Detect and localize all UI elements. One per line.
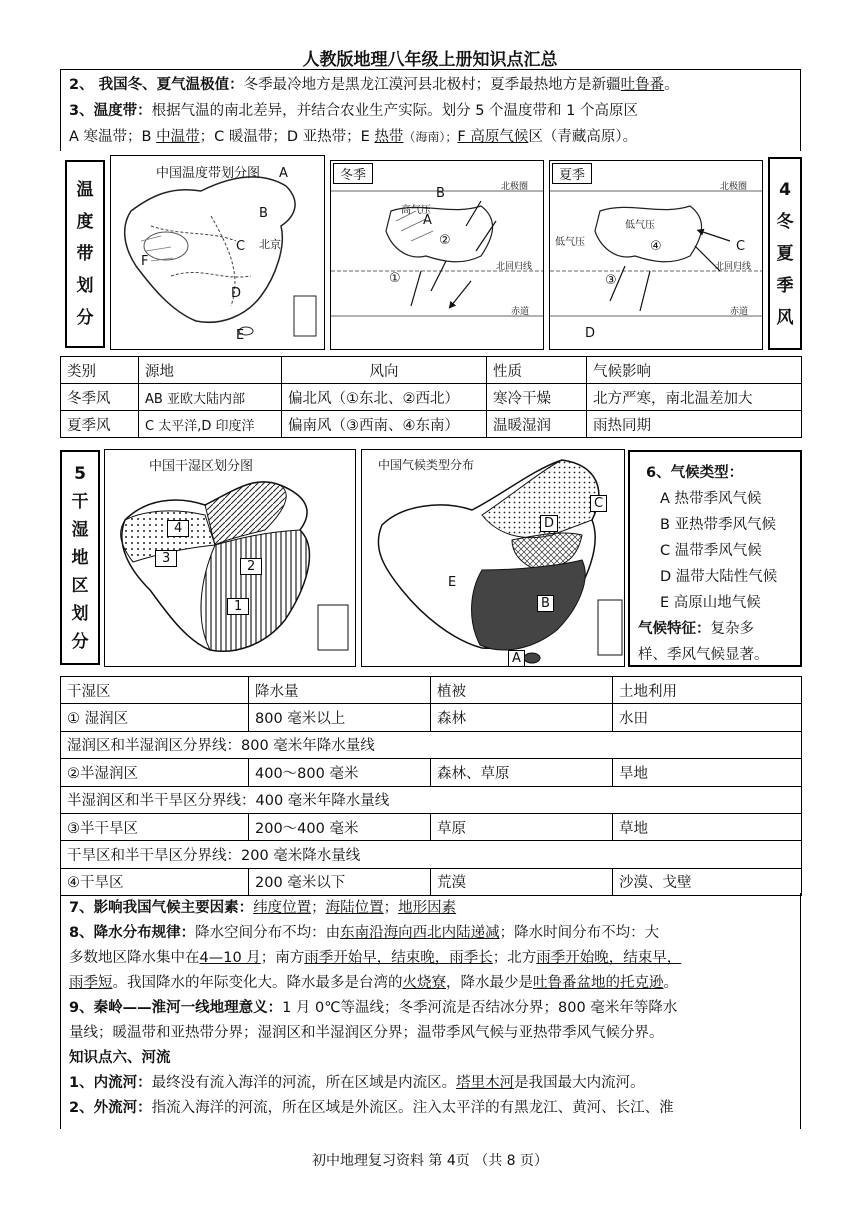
climate-types-heading: 6、气候类型： — [646, 465, 744, 481]
side-char: 5 — [74, 463, 86, 484]
climate-feature-heading: 气候特征： — [638, 621, 711, 637]
temp-zone-text: 根据气温的南北差异，并结合农业生产实际。划分 5 个温度带和 1 个高原区 — [151, 103, 638, 119]
qinling-line-2: 量线；暖温带和亚热带分界；湿润区和半湿润区分界；温带季风气候与亚热带季风气候分界。 — [69, 1025, 664, 1041]
summer-tag: 夏季 — [552, 163, 592, 184]
table-cell: 森林 — [431, 704, 613, 731]
table-header: 土地利用 — [613, 677, 802, 704]
side-char: 4 — [779, 179, 791, 200]
side-char: 夏 — [776, 243, 794, 264]
summer-arctic-circle: 北极圈 — [720, 182, 748, 192]
table-cell: 冬季风 — [61, 384, 139, 411]
side-char: 区 — [71, 575, 89, 596]
zone-b: 中温带 — [156, 129, 200, 145]
side-char: 划 — [76, 276, 94, 296]
table-cell: C 太平洋,D 印度洋 — [139, 411, 282, 438]
table-cell: 800 毫米以上 — [249, 704, 431, 731]
temp-map-title: 中国温度带划分图 — [156, 166, 261, 181]
table-cell: 森林、草原 — [431, 759, 613, 786]
side-char: 度 — [76, 212, 94, 232]
temp-letter-f: F — [141, 254, 149, 269]
temp-extremes-heading: 2、 我国冬、夏气温极值： — [69, 77, 244, 93]
summer-equator: 赤道 — [730, 307, 749, 317]
temp-zone-side-label — [65, 160, 105, 348]
table-row — [61, 384, 802, 411]
climate-feature — [638, 616, 792, 642]
inland-river-text: 是我国最大内流河。 — [514, 1075, 645, 1091]
factors-heading: 7、影响我国气候主要因素： — [69, 900, 254, 916]
summer-low-pressure-1: 低气压 — [625, 220, 655, 231]
table-cell: 水田 — [613, 704, 802, 731]
zone-f-note: 区（青藏高原）。 — [528, 129, 638, 145]
zone-a: A 寒温带；B — [69, 129, 157, 145]
zone-1-label: 1 — [227, 598, 249, 615]
monsoon-side-label — [768, 157, 802, 350]
summer-tropic: 北回归线 — [715, 262, 752, 272]
table-cell: 沙漠、戈壁 — [613, 868, 802, 895]
inland-river-text: 最终没有流入海洋的河流，所在区域是内流区。 — [151, 1075, 457, 1091]
table-header: 干湿区 — [61, 677, 249, 704]
table-cell: 200 毫米以下 — [249, 868, 431, 895]
table-header: 降水量 — [249, 677, 431, 704]
rivers-heading: 知识点六、河流 — [69, 1050, 171, 1066]
precip-text: ；降水时间分布不均：大 — [499, 925, 660, 941]
table-cell: 寒冷干燥 — [487, 384, 587, 411]
climate-factors-section — [60, 893, 801, 1129]
inland-river-line — [69, 1071, 645, 1096]
winter-equator: 赤道 — [511, 307, 530, 317]
summer-label-d: D — [585, 326, 596, 341]
side-char: 冬 — [776, 211, 794, 232]
precip-text: 多数地区降水集中在 — [69, 950, 200, 966]
outflow-river-line — [69, 1096, 674, 1121]
turpan-text: 吐鲁番 — [620, 77, 665, 93]
inland-river-heading: 1、内流河： — [69, 1075, 152, 1091]
sep: ； — [311, 900, 326, 916]
side-char: 划 — [71, 603, 89, 624]
summer-label-c: C — [736, 239, 746, 254]
zone-cd: ；C 暖温带；D 亚热带；E — [199, 129, 375, 145]
temp-zone-list — [69, 125, 637, 149]
precip-text: 雨季开始早，结束晚，雨季长 — [304, 950, 493, 966]
precip-text: 吐鲁番盆地的托克逊 — [533, 975, 664, 991]
outflow-river-heading: 2、外流河： — [69, 1100, 152, 1116]
table-cell: 400～800 毫米 — [249, 759, 431, 786]
boundary-line-text: 湿润区和半湿润区分界线：800 毫米年降水量线 — [61, 731, 802, 758]
side-char: 湿 — [71, 519, 89, 540]
table-cell: 北方严寒，南北温差加大 — [587, 384, 802, 411]
climate-map-figure — [362, 450, 625, 667]
temp-extremes-end: 。 — [664, 77, 679, 93]
precip-text: ；北方 — [492, 950, 537, 966]
precip-text: 东南沿海向西北内陆递减 — [340, 925, 500, 941]
table-cell: AB 亚欧大陆内部 — [139, 384, 282, 411]
winter-marker-2: ② — [439, 233, 451, 248]
table-row — [61, 813, 802, 840]
table-row — [61, 411, 802, 438]
climate-label-b: B — [537, 595, 554, 612]
zone-3-label: 3 — [155, 550, 177, 567]
page-title: 人教版地理八年级上册知识点汇总 — [302, 50, 558, 70]
temp-zone-heading: 3、温度带： — [69, 103, 152, 119]
precip-heading: 8、降水分布规律： — [69, 925, 196, 941]
climate-item: D 温带大陆性气候 — [660, 569, 778, 585]
table-header: 类别 — [61, 357, 139, 384]
precip-line-2 — [69, 946, 681, 971]
table-cell: 温暖湿润 — [487, 411, 587, 438]
temp-letter-c: C — [236, 239, 246, 254]
table-header: 气候影响 — [587, 357, 802, 384]
temp-zone-line — [69, 99, 638, 123]
summer-monsoon-map — [549, 160, 763, 350]
table-cell: 旱地 — [613, 759, 802, 786]
table-cell: 偏南风（③西南、④东南） — [282, 411, 487, 438]
outflow-river-text: 指流入海洋的河流，所在区域是外流区。注入太平洋的有黑龙江、黄河、长江、淮 — [151, 1100, 674, 1116]
table-row — [61, 731, 802, 758]
summer-low-pressure-2: 低气压 — [555, 237, 585, 248]
dry-wet-side-label — [60, 450, 100, 665]
qinling-heading: 9、秦岭——淮河一线地理意义： — [69, 1000, 283, 1016]
temp-extremes-text: 冬季最冷地方是黑龙江漠河县北极村；夏季最热地方是新疆 — [243, 77, 621, 93]
factor-terrain: 地形因素 — [398, 900, 457, 916]
side-char: 干 — [71, 491, 89, 512]
tarim-river: 塔里木河 — [456, 1075, 515, 1091]
side-char: 温 — [76, 180, 94, 200]
precip-text: 。我国降水的年际变化大。降水最多是台湾的 — [112, 975, 403, 991]
side-char: 分 — [76, 308, 94, 328]
zone-4-label: 4 — [167, 520, 189, 537]
precip-text: 雨季短 — [69, 975, 113, 991]
climate-map-title: 中国气候类型分布 — [378, 458, 475, 472]
climate-label-a: A — [508, 650, 525, 667]
climate-label-d: D — [540, 515, 558, 532]
sep: ； — [383, 900, 399, 916]
dry-wet-map-title: 中国干湿区划分图 — [149, 455, 253, 474]
dry-wet-map-figure — [105, 450, 356, 667]
table-row — [61, 841, 802, 868]
qinling-text: 1 月 0℃等温线；冬季河流是否结冰分界；800 毫米年等降水 — [282, 1000, 678, 1016]
temp-letter-b: B — [259, 206, 268, 221]
climate-label-c: C — [590, 495, 607, 512]
precip-text: ，降水最少是 — [446, 975, 533, 991]
factor-latitude: 纬度位置 — [253, 900, 312, 916]
climate-feature-text-2: 样、季风气候显著。 — [638, 647, 769, 663]
table-header: 源地 — [139, 357, 282, 384]
precip-text: 4—10 月 — [199, 950, 261, 966]
table-row — [61, 868, 802, 895]
table-cell: 偏北风（①东北、②西北） — [282, 384, 487, 411]
side-char: 风 — [776, 307, 794, 328]
qinling-line-1 — [69, 996, 677, 1021]
climate-feature-text-1: 复杂多 — [710, 621, 754, 637]
zone-e: 热带 — [374, 129, 404, 145]
table-cell: 草原 — [431, 813, 613, 840]
winter-label-b: B — [436, 186, 445, 201]
climate-item: C 温带季风气候 — [660, 543, 762, 559]
table-header: 风向 — [282, 357, 487, 384]
table-row — [61, 704, 802, 731]
precip-text: 降水空间分布不均：由 — [195, 925, 341, 941]
table-cell: ① 湿润区 — [61, 704, 249, 731]
temperature-section — [60, 69, 801, 151]
zone-f: F 高原气候 — [457, 129, 529, 145]
winter-high-pressure: 高气压 — [401, 205, 431, 216]
winter-arctic-circle: 北极圈 — [501, 182, 529, 192]
table-header: 植被 — [431, 677, 613, 704]
table-cell: 200～400 毫米 — [249, 813, 431, 840]
side-char: 带 — [76, 244, 94, 264]
summer-marker-4: ④ — [650, 239, 662, 254]
zone-2-label: 2 — [240, 558, 262, 575]
table-row — [61, 759, 802, 786]
table-header: 性质 — [487, 357, 587, 384]
precip-text: 雨季开始晚，结束早， — [536, 950, 682, 966]
summer-marker-3: ③ — [605, 273, 617, 288]
side-char: 地 — [71, 547, 89, 568]
temp-extremes-line — [69, 73, 679, 97]
temp-letter-e: E — [236, 328, 245, 343]
side-char: 分 — [71, 631, 89, 652]
table-cell: ③半干旱区 — [61, 813, 249, 840]
winter-tag: 冬季 — [333, 163, 373, 184]
precip-line-3 — [69, 971, 678, 996]
winter-monsoon-map — [330, 160, 544, 350]
temp-letter-d: D — [231, 286, 242, 301]
table-cell: ②半湿润区 — [61, 759, 249, 786]
factors-line — [69, 896, 456, 921]
climate-item: E 高原山地气候 — [660, 595, 761, 611]
table-cell: 荒漠 — [431, 868, 613, 895]
climate-item: B 亚热带季风气候 — [660, 517, 777, 533]
precip-line-1 — [69, 921, 659, 946]
climate-types-box — [628, 450, 802, 667]
table-row — [61, 786, 802, 813]
climate-label-e: E — [448, 575, 457, 590]
page-footer: 初中地理复习资料 第 4页 （共 8 页） — [311, 1153, 549, 1169]
table-row — [61, 357, 802, 384]
climate-item: A 热带季风气候 — [660, 491, 762, 507]
temp-letter-a: A — [279, 166, 288, 181]
precip-text: ；南方 — [260, 950, 305, 966]
winter-marker-1: ① — [389, 271, 401, 286]
boundary-line-text: 半湿润区和半干旱区分界线：400 毫米年降水量线 — [61, 786, 802, 813]
temp-zone-map — [110, 155, 325, 350]
table-cell: 雨热同期 — [587, 411, 802, 438]
side-char: 季 — [776, 275, 794, 296]
precip-text: 。 — [663, 975, 678, 991]
factor-sea-land: 海陆位置 — [325, 900, 384, 916]
monsoon-table — [60, 356, 802, 438]
table-cell: 草地 — [613, 813, 802, 840]
table-row — [61, 677, 802, 704]
boundary-line-text: 干旱区和半干旱区分界线：200 毫米降水量线 — [61, 841, 802, 868]
table-cell: 夏季风 — [61, 411, 139, 438]
climate-type-map — [361, 449, 625, 667]
dry-wet-table — [60, 676, 802, 896]
beijing-label: 北京 — [259, 238, 281, 251]
dry-wet-map — [104, 449, 356, 667]
precip-text: 火烧寮 — [402, 975, 446, 991]
table-cell: ④干旱区 — [61, 868, 249, 895]
zone-e-note: （海南）； — [403, 130, 458, 144]
winter-label-a: A — [423, 213, 432, 228]
winter-tropic: 北回归线 — [496, 262, 533, 272]
temp-zone-map-figure — [111, 156, 325, 350]
